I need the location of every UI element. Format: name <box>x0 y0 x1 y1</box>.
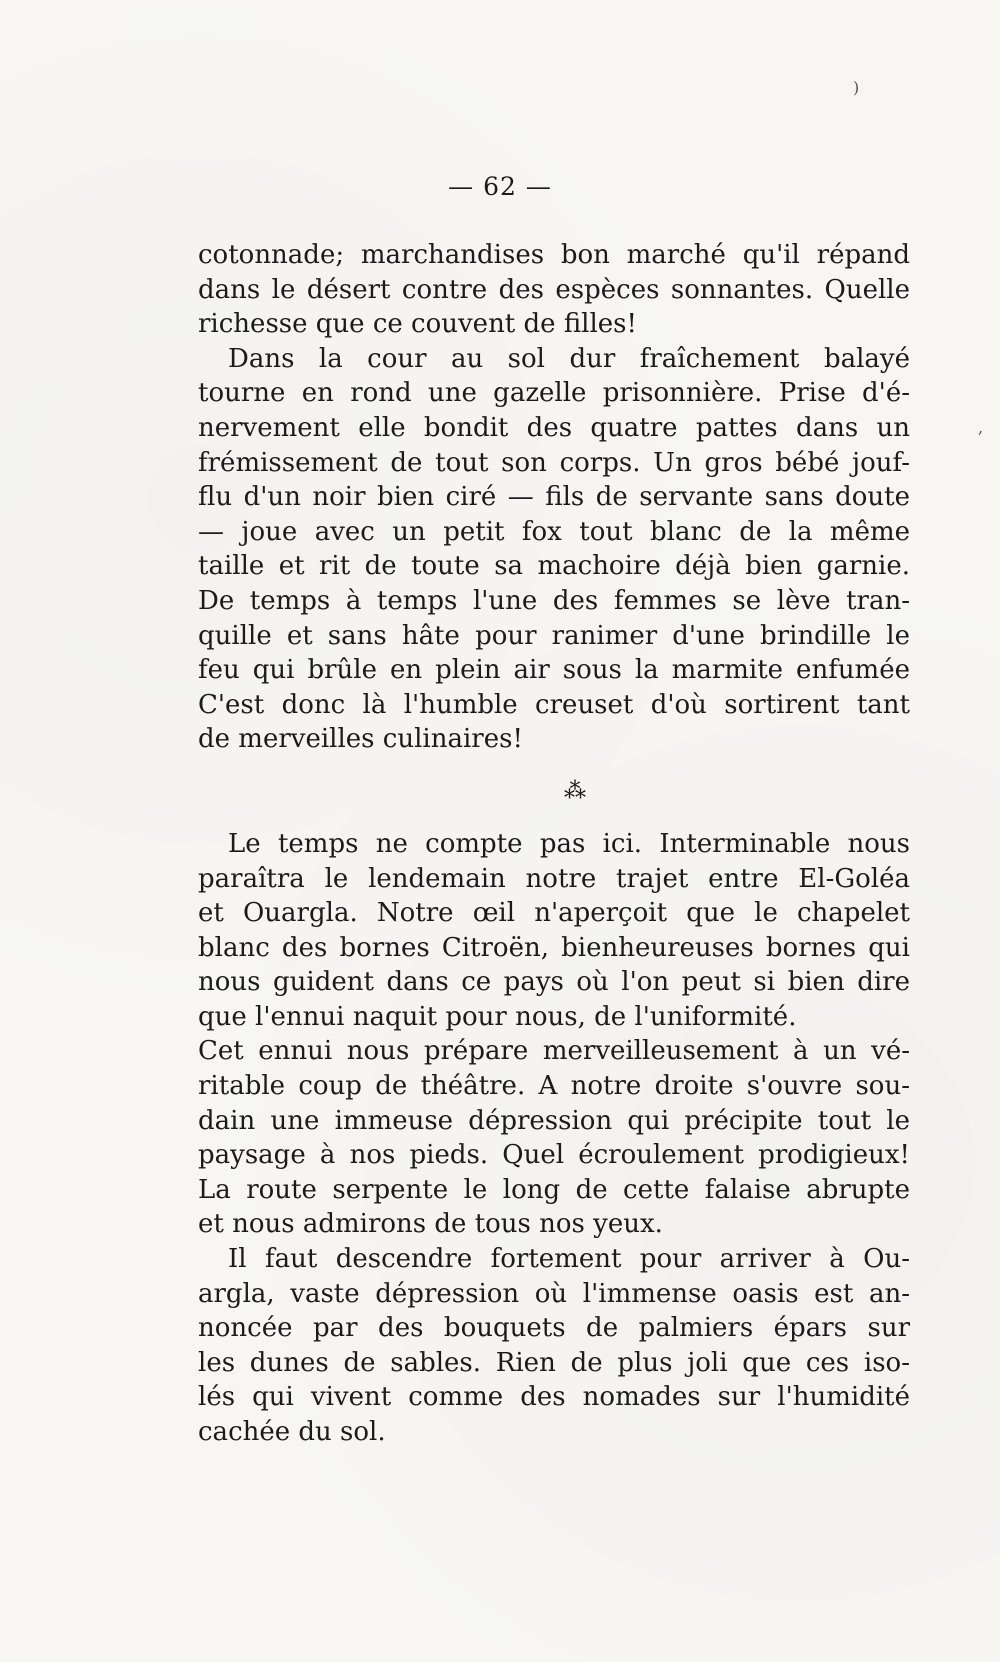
text-line: de merveilles culinaires! <box>198 724 523 755</box>
text-line: dain une immeuse dépression qui précipite tout le <box>198 1105 910 1136</box>
text-line: lés qui vivent comme des nomades sur l'humidité <box>198 1382 910 1413</box>
text-line: C'est donc là l'humble creuset d'où sortirent tant <box>198 689 910 720</box>
text-line: nous guident dans ce pays où l'on peut si bien dire <box>198 967 910 998</box>
text-line: richesse que ce couvent de filles! <box>198 309 637 340</box>
paragraph-first-line: Le temps ne compte pas ici. Interminable nous <box>228 828 910 859</box>
text-line: blanc des bornes Citroën, bienheureuses bornes qui <box>198 932 910 963</box>
text-line: frémissement de tout son corps. Un gros bébé jouf- <box>198 447 910 478</box>
page-number: — 62 — <box>448 172 552 201</box>
text-line: paysage à nos pieds. Quel écroulement prodigieux! <box>198 1140 910 1171</box>
text-line: — joue avec un petit fox tout blanc de la même <box>198 516 910 547</box>
text-line: Cet ennui nous prépare merveilleusement à un vé- <box>198 1036 910 1067</box>
scan-speck: ) <box>853 78 860 97</box>
text-line: cotonnade; marchandises bon marché qu'il répand <box>198 240 910 270</box>
text-line: tourne en rond une gazelle prisonnière. Prise d'é- <box>198 378 910 409</box>
paragraph-first-line: Il faut descendre fortement pour arriver à Ou- <box>228 1244 910 1275</box>
scan-speck: , <box>978 418 984 437</box>
text-line: nervement elle bondit des quatre pattes dans un <box>198 412 910 443</box>
text-line: quille et sans hâte pour ranimer d'une brindille le <box>198 620 910 651</box>
text-line: dans le désert contre des espèces sonnantes. Quelle <box>198 274 910 305</box>
body-text <box>198 238 910 1450</box>
text-line: taille et rit de toute sa machoire déjà bien garnie. <box>198 551 910 582</box>
section-break-ornament: ⁂ <box>564 778 586 804</box>
text-line: La route serpente le long de cette falaise abrupte <box>198 1174 910 1205</box>
text-line: flu d'un noir bien ciré — fils de servante sans doute <box>198 482 910 513</box>
text-line: noncée par des bouquets de palmiers épars sur <box>198 1313 910 1344</box>
text-line: ritable coup de théâtre. A notre droite s'ouvre sou- <box>198 1071 910 1102</box>
text-line: cachée du sol. <box>198 1417 386 1447</box>
text-line: argla, vaste dépression où l'immense oasis est an- <box>198 1278 910 1309</box>
text-line: feu qui brûle en plein air sous la marmite enfumée <box>198 655 910 686</box>
text-line: et nous admirons de tous nos yeux. <box>198 1209 663 1240</box>
text-line: et Ouargla. Notre œil n'aperçoit que le chapelet <box>198 898 910 929</box>
paragraph-first-line: Dans la cour au sol dur fraîchement balayé <box>228 343 910 374</box>
text-line: les dunes de sables. Rien de plus joli que ces iso- <box>198 1347 910 1378</box>
text-line: paraîtra le lendemain notre trajet entre El-Goléa <box>198 863 910 894</box>
text-line: que l'ennui naquit pour nous, de l'uniformité. <box>198 1001 797 1032</box>
text-line: De temps à temps l'une des femmes se lève tran- <box>198 585 910 616</box>
